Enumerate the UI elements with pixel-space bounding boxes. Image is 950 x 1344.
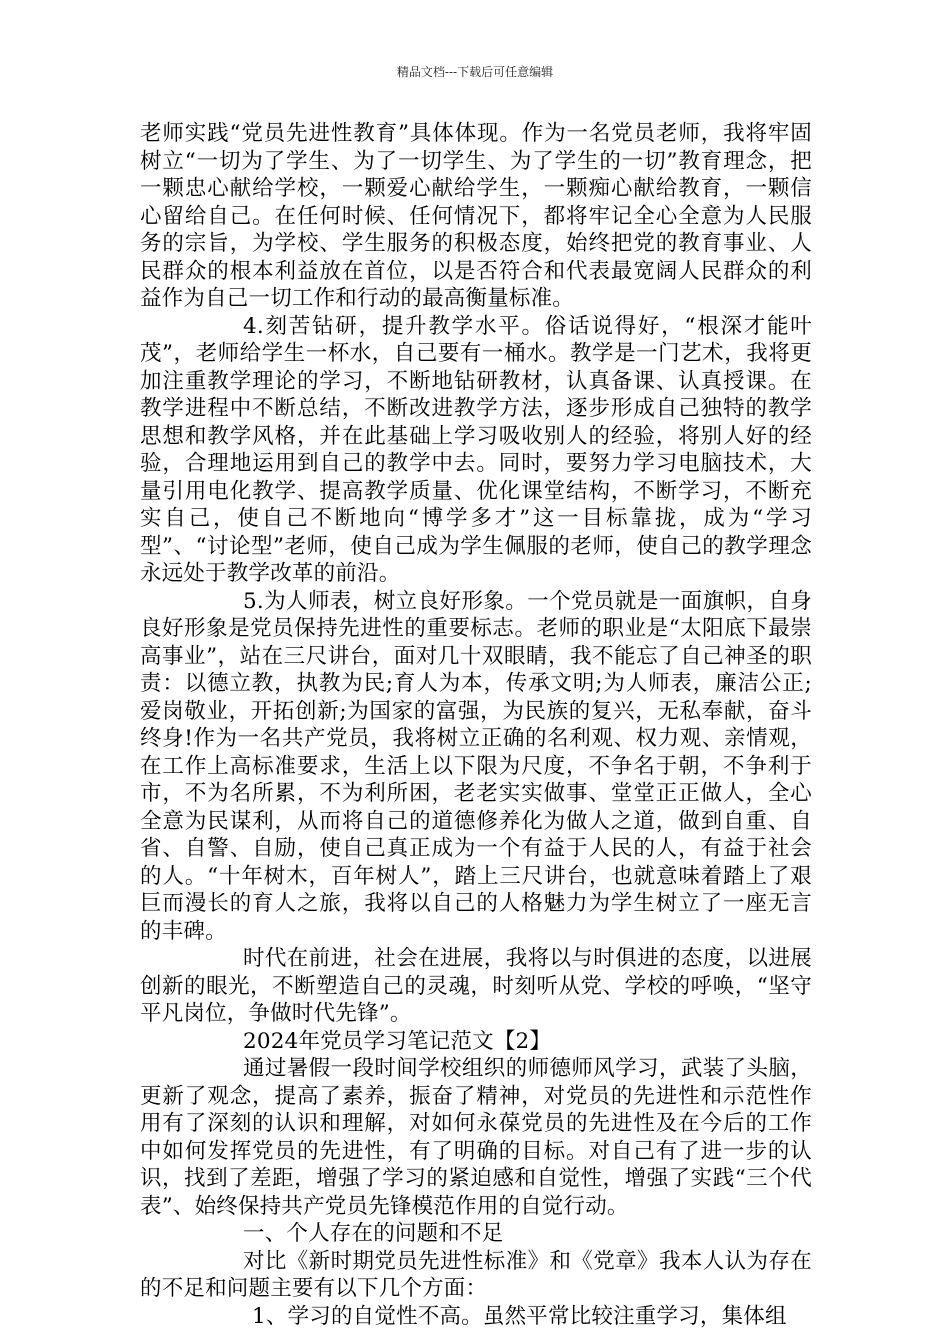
paragraph-1: 老师实践“党员先进性教育”具体体现。作为一名党员老师，我将牢固树立“一切为了学生、为了一切学生、为了学生的一切”教育理念，把一颗忠心献给学校，一颗爱心献给学生，一颗痴心献给教育，一颗信心留给自己。在任何时候、任何情况下，都将牢记全心全意为人民服务的宗旨，为学校、学生服务的积极态度，始终把党的教育事业、人民群众的根本利益放在首位，以是否符合和代表最宽阔人民群众的利益作为自己一切工作和行动的最高衡量标准。	[140, 121, 812, 311]
paragraph-7: 1、学习的自觉性不高。虽然平常比较注重学习，集体组	[252, 1303, 787, 1329]
paragraph-6: 对比《新时期党员先进性标准》和《党章》我本人认为存在的不足和问题主要有以下几个方面：	[140, 1248, 812, 1301]
page-header: 精品文档---下载后可任意编辑	[396, 65, 554, 79]
paragraph-3: 5.为人师表，树立良好形象。一个党员就是一面旗帜，自身良好形象是党员保持先进性的重要标志。老师的职业是“太阳底下最崇高事业”，站在三尺讲台，面对几十双眼睛，我不能忘了自己神圣的职责：以德立教，执教为民;育人为本，传承文明;为人师表，廉洁公正;爱岗敬业，开拓创新;为国家的富强，为民族的复兴，无私奉献，奋斗终身!作为一名共产党员，我将树立正确的名利观、权力观、亲情观，在工作上高标准要求，生活上以下限为尺度，不争名于朝，不争利于市，不为名所累，不为利所困，老老实实做事、堂堂正正做人，全心全意为民谋利，从而将自己的道德修养化为做人之道，做到自重、自省、自警、自励，使自己真正成为一个有益于人民的人，有益于社会的人。“十年树木，百年树人”，踏上三尺讲台，也就意味着踏上了艰巨而漫长的育人之旅，我将以自己的人格魅力为学生树立了一座无言的丰碑。	[140, 588, 812, 944]
subheading-1: 一、个人存在的问题和不足	[243, 1221, 504, 1246]
document-body	[140, 120, 812, 1330]
paragraph-2: 4.刻苦钻研，提升教学水平。俗话说得好，“根深才能叶茂”，老师给学生一杯水，自己要有一桶水。教学是一门艺术，我将更加注重教学理论的学习，不断地钻研教材，认真备课、认真授课。在教学进程中不断总结，不断改进教学方法，逐步形成自己独特的教学思想和教学风格，并在此基础上学习吸收别人的经验，将别人好的经验，合理地运用到自己的教学中去。同时，要努力学习电脑技术，大量引用电化教学、提高教学质量、优化课堂结构，不断学习，不断充实自己，使自己不断地向“博学多才”这一目标靠拢，成为“学习型”、“讨论型”老师，使自己成为学生佩服的老师，使自己的教学理念永远处于教学改革的前沿。	[140, 313, 812, 586]
paragraph-5: 通过暑假一段时间学校组织的师德师风学习，武装了头脑，更新了观念，提高了素养，振奋了精神，对党员的先进性和示范性作用有了深刻的认识和理解，对如何永葆党员的先进性及在今后的工作中如何发挥党员的先进性，有了明确的目标。对自己有了进一步的认识，找到了差距，增强了学习的紧迫感和自觉性，增强了实践“三个代表”、始终保持共产党员先锋模范作用的自觉行动。	[140, 1056, 812, 1219]
paragraph-4: 时代在前进，社会在进展，我将以与时俱进的态度，以进展创新的眼光，不断塑造自己的灵魂，时刻听从党、学校的呼唤，“坚守平凡岗位，争做时代先锋”。	[140, 946, 812, 1026]
section-heading-2: 2024年党员学习笔记范文【2】	[243, 1028, 552, 1054]
